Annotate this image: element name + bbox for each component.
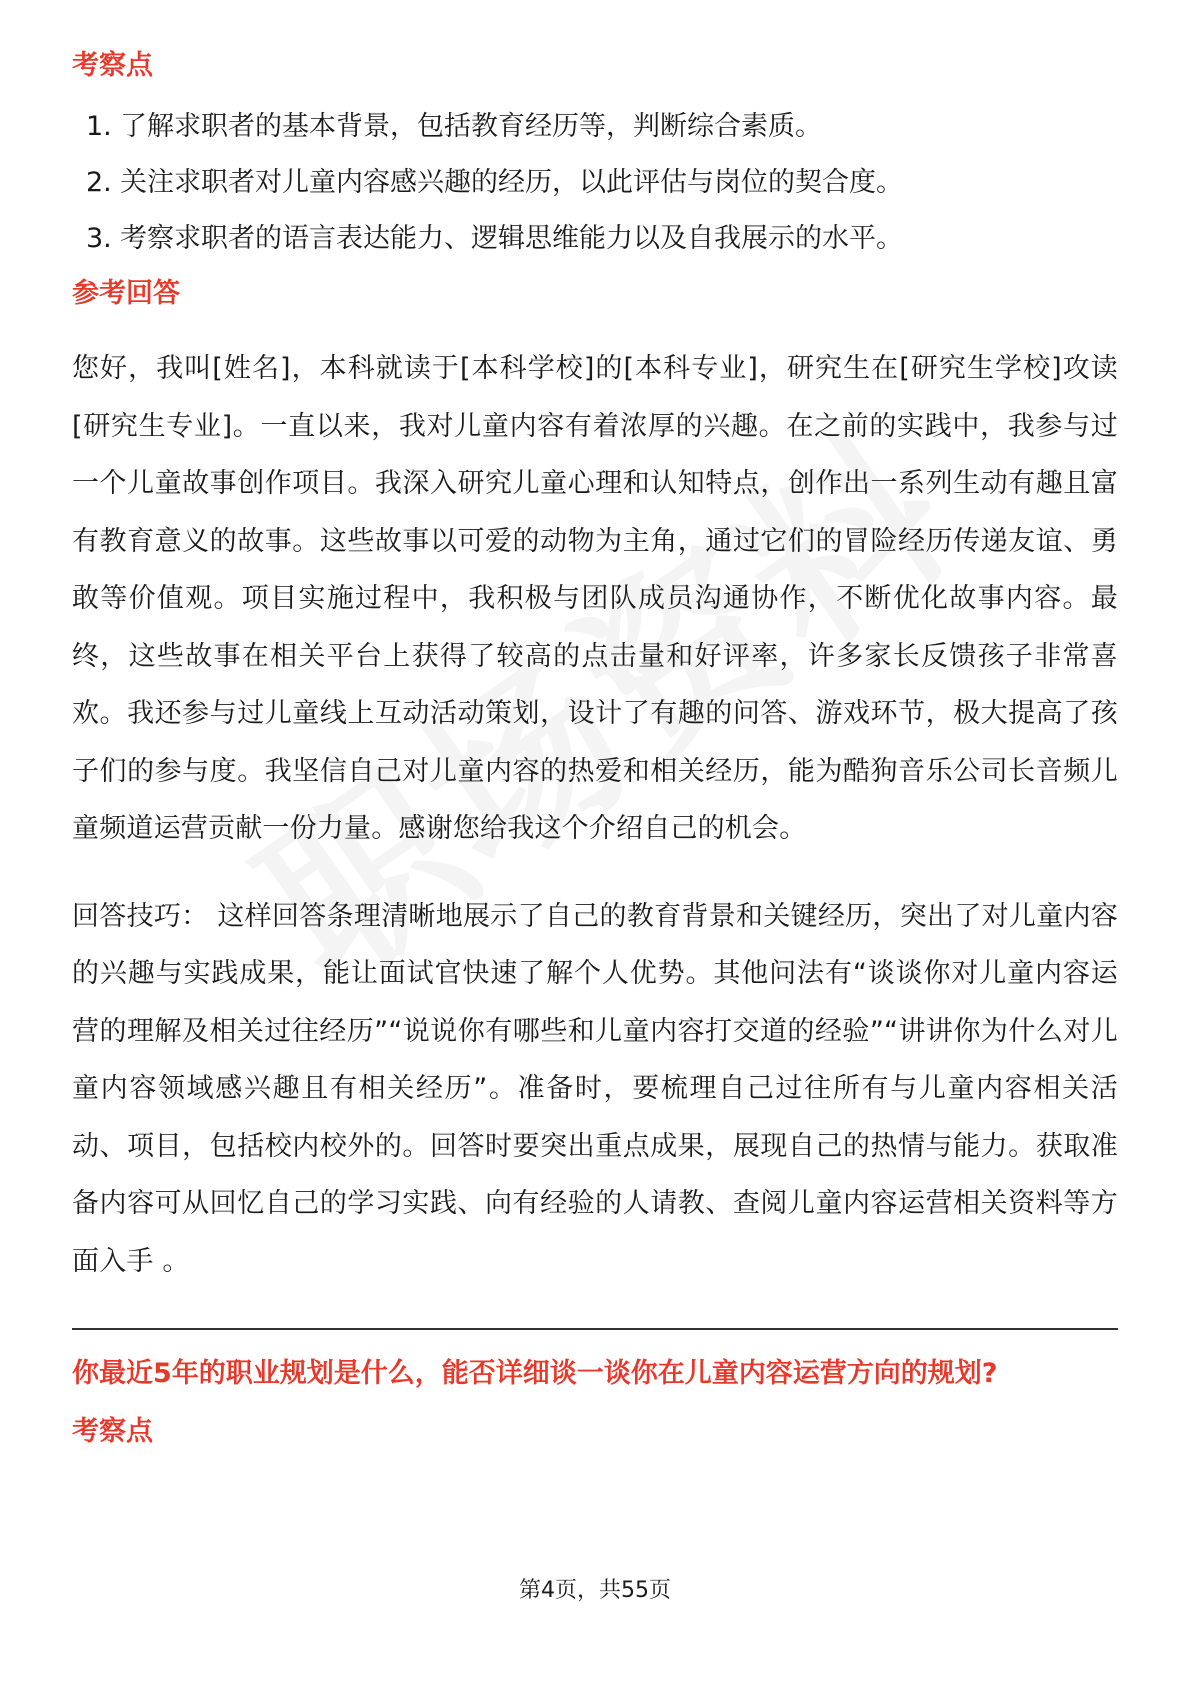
list-item	[72, 220, 1118, 258]
section-heading-examination-points: 考察点	[72, 50, 153, 81]
section-divider	[72, 1328, 1118, 1330]
list-item-number: 1.	[86, 111, 112, 142]
reference-answer-paragraph: 您好，我叫[姓名]，本科就读于[本科学校]的[本科专业]，研究生在[研究生学校]攻读[研究生专业]。一直以来，我对儿童内容有着浓厚的兴趣。在之前的实践中，我参与过一个儿童故事创作项目。我深入研究儿童心理和认知特点，创作出一系列生动有趣且富有教育意义的故事。这些故事以可爱的动物为主角，通过它们的冒险经历传递友谊、勇敢等价值观。项目实施过程中，我积极与团队成员沟通协作，不断优化故事内容。最终，这些故事在相关平台上获得了较高的点击量和好评率，许多家长反馈孩子非常喜欢。我还参与过儿童线上互动活动策划，设计了有趣的问答、游戏环节，极大提高了孩子们的参与度。我坚信自己对儿童内容的热爱和相关经历，能为酷狗音乐公司长音频儿童频道运营贡献一份力量。感谢您给我这个介绍自己的机会。	[72, 353, 1118, 844]
list-item-number: 2.	[86, 167, 112, 198]
answer-tips-paragraph: 回答技巧： 这样回答条理清晰地展示了自己的教育背景和关键经历，突出了对儿童内容的兴趣与实践成果，能让面试官快速了解个人优势。其他问法有“谈谈你对儿童内容运营的理解及相关过往经历”“说说你有哪些和儿童内容打交道的经验”“讲讲你为什么对儿童内容领域感兴趣且有相关经历”。准备时，要梳理自己过往所有与儿童内容相关活动、项目，包括校内校外的。回答时要突出重点成果，展现自己的热情与能力。获取准备内容可从回忆自己的学习实践、向有经验的人请教、查阅儿童内容运营相关资料等方面入手 。	[72, 900, 1118, 1277]
next-question-title: 你最近5年的职业规划是什么，能否详细谈一谈你在儿童内容运营方向的规划?	[72, 1358, 998, 1389]
section-heading-reference-answer: 参考回答	[72, 278, 180, 309]
section-heading-next-examination-points: 考察点	[72, 1416, 153, 1447]
examination-points-list	[72, 108, 1118, 258]
list-item	[72, 164, 1118, 202]
document-page	[72, 46, 1118, 1452]
list-item-text: 关注求职者对儿童内容感兴趣的经历，以此评估与岗位的契合度。	[120, 167, 903, 198]
list-item-text: 了解求职者的基本背景，包括教育经历等，判断综合素质。	[120, 111, 822, 142]
list-item	[72, 108, 1118, 146]
page-number-footer: 第4页，共55页	[519, 1578, 671, 1603]
list-item-number: 3.	[86, 223, 112, 254]
list-item-text: 考察求职者的语言表达能力、逻辑思维能力以及自我展示的水平。	[120, 223, 903, 254]
